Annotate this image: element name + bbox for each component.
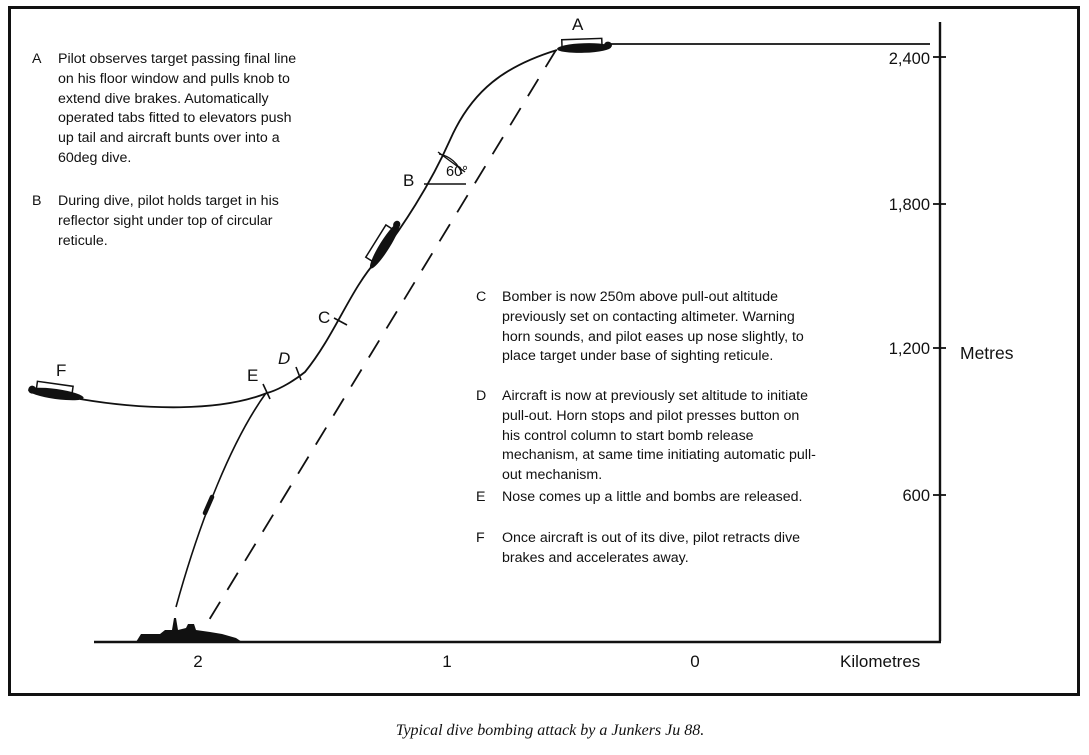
note-c-letter: C [476, 289, 487, 305]
y-tick-label-600: 600 [902, 487, 930, 505]
y-axis-unit-label: Metres [960, 343, 1014, 363]
note-f-text: Once aircraft is out of its dive, pilot retracts dive brakes and accelerates away. [502, 530, 801, 566]
note-d [476, 387, 816, 486]
note-c-text: Bomber is now 250m above pull-out altitude previously set on contacting altimeter. Warning horn sounds, and pilot eases up nose slightly, to place target under base of sighting reticule. [502, 289, 804, 365]
x-tick-label-2: 2 [193, 652, 203, 671]
x-tick-label-1: 1 [442, 652, 452, 671]
note-a-letter: A [32, 51, 42, 67]
note-f [476, 529, 816, 569]
note-d-letter: D [476, 388, 487, 404]
bomb-trajectory [176, 393, 266, 607]
aircraft-position-a [557, 38, 612, 54]
note-d-text: Aircraft is now at previously set altitude to initiate pull-out. Horn stops and pilot presses button on his control column to start bomb release mechanism, at same time initiating automatic pull-out mechanism. [502, 388, 816, 484]
target-ship [136, 618, 242, 642]
point-label-f: F [56, 361, 67, 380]
y-tick-label-1800: 1,800 [888, 196, 930, 214]
y-tick-label-1200: 1,200 [888, 340, 930, 358]
note-f-letter: F [476, 530, 485, 546]
x-tick-label-0: 0 [690, 652, 700, 671]
note-e-text: Nose comes up a little and bombs are released. [502, 489, 803, 505]
figure-caption: Typical dive bombing attack by a Junkers Ju 88. [395, 722, 705, 739]
bomb [205, 497, 212, 513]
point-label-e: E [247, 366, 259, 385]
aircraft-position-b [362, 216, 404, 271]
note-e [476, 488, 816, 508]
point-label-d: D [278, 349, 291, 368]
note-b-letter: B [32, 193, 42, 209]
y-tick-label-2400: 2,400 [888, 50, 930, 68]
note-a [32, 50, 297, 169]
note-e-letter: E [476, 489, 486, 505]
dive-angle-label: 60° [446, 164, 468, 180]
note-a-text: Pilot observes target passing final line on his floor window and pulls knob to extend dive brakes. Automatically operated tabs fitted to elevators push up tail and aircraft bunts over into a 60deg dive. [58, 51, 297, 166]
aircraft-position-f [27, 380, 85, 403]
note-c [476, 288, 816, 367]
point-label-a: A [572, 15, 584, 34]
point-label-c: C [318, 308, 331, 327]
note-b-text: During dive, pilot holds target in his reflector sight under top of circular reticule. [58, 193, 279, 249]
note-b [32, 192, 297, 251]
x-axis-unit-label: Kilometres [840, 652, 921, 671]
point-label-b: B [403, 171, 415, 190]
